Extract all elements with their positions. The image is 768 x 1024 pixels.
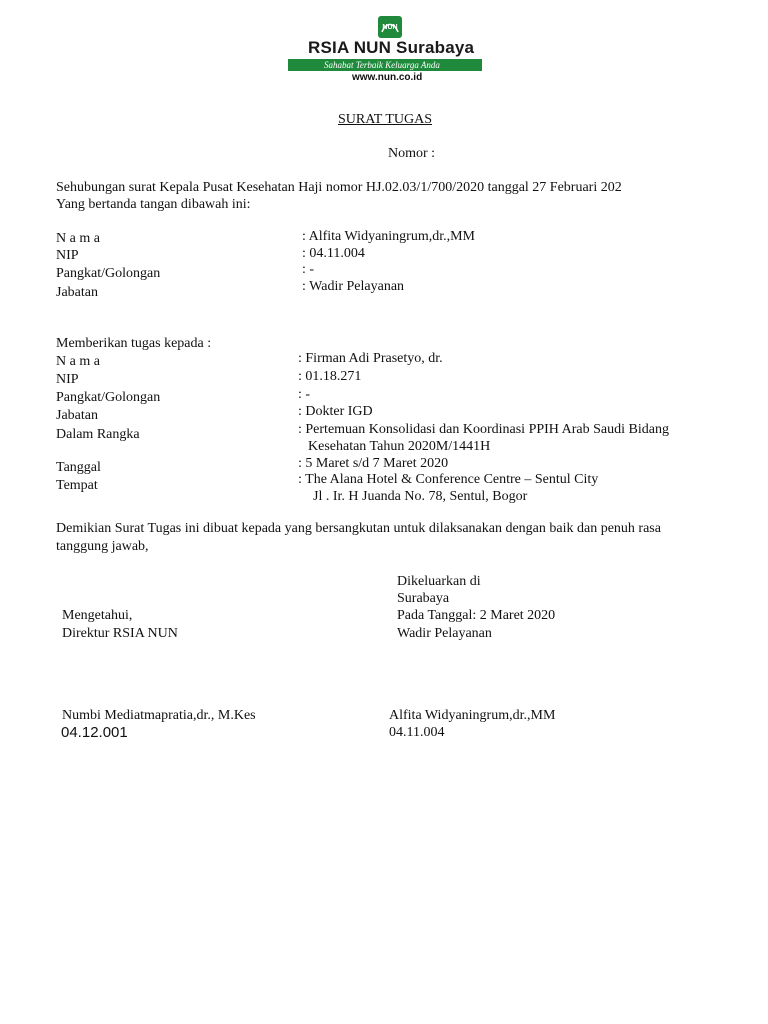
assignee-nip-value: : 01.18.271	[298, 369, 362, 384]
acknowledge-line-2: Direktur RSIA NUN	[62, 626, 178, 641]
assignee-rangka-value-1: : Pertemuan Konsolidasi dan Koordinasi PPIH Arab Saudi Bidang	[298, 422, 669, 437]
nun-logo-icon	[378, 16, 402, 38]
signer-nip-label: NIP	[56, 248, 79, 263]
signer-jabatan-value: : Wadir Pelayanan	[302, 279, 405, 294]
assignee-nama-label: N a m a	[56, 354, 100, 369]
intro-line-2: Yang bertanda tangan dibawah ini:	[56, 197, 251, 212]
closing-line-2: tanggung jawab,	[56, 539, 149, 554]
assignee-tempat-value-2: Jl . Ir. H Juanda No. 78, Sentul, Bogor	[313, 489, 528, 504]
signer-pangkat-value: : -	[302, 262, 315, 277]
acknowledge-line-1: Mengetahui,	[62, 608, 133, 623]
assignee-rangka-label: Dalam Rangka	[56, 427, 140, 442]
org-name: RSIA NUN Surabaya	[308, 38, 475, 57]
assignee-tanggal-value: : 5 Maret s/d 7 Maret 2020	[298, 456, 449, 471]
signer-nama-label: N a m a	[56, 231, 100, 246]
hospital-logo	[288, 14, 482, 88]
issued-position: Wadir Pelayanan	[397, 626, 492, 641]
left-signatory-nip: 04.12.001	[61, 724, 128, 741]
assignee-jabatan-label: Jabatan	[56, 408, 98, 423]
assignee-rangka-value-2: Kesehatan Tahun 2020M/1441H	[308, 439, 491, 454]
issued-date: Pada Tanggal: 2 Maret 2020	[397, 608, 556, 623]
signer-jabatan-label: Jabatan	[56, 285, 98, 300]
org-website: www.nun.co.id	[352, 72, 423, 83]
left-signatory-name: Numbi Mediatmapratia,dr., M.Kes	[62, 708, 256, 723]
assignee-pangkat-label: Pangkat/Golongan	[56, 390, 161, 405]
signer-pangkat-label: Pangkat/Golongan	[56, 266, 161, 281]
assignee-jabatan-value: : Dokter IGD	[298, 404, 373, 419]
assignee-tempat-label: Tempat	[56, 478, 98, 493]
assignee-tanggal-label: Tanggal	[56, 460, 101, 475]
issued-line-2: Surabaya	[397, 591, 450, 606]
assignee-nip-label: NIP	[56, 372, 79, 387]
right-signatory-nip: 04.11.004	[389, 725, 445, 740]
logo-badge-text: NUN	[382, 24, 398, 31]
signer-nip-value: : 04.11.004	[302, 246, 365, 261]
signer-nama-value: : Alfita Widyaningrum,dr.,MM	[302, 229, 476, 244]
assignee-nama-value: : Firman Adi Prasetyo, dr.	[298, 351, 443, 366]
intro-line-1: Sehubungan surat Kepala Pusat Kesehatan Haji nomor HJ.02.03/1/700/2020 tanggal 27 Februari 202	[56, 180, 622, 195]
assignee-pangkat-value: : -	[298, 387, 311, 402]
document-title: SURAT TUGAS	[338, 112, 433, 127]
right-signatory-name: Alfita Widyaningrum,dr.,MM	[389, 708, 556, 723]
issued-line-1: Dikeluarkan di	[397, 574, 481, 589]
assignee-tempat-value-1: : The Alana Hotel & Conference Centre – Sentul City	[298, 472, 599, 487]
org-tagline: Sahabat Terbaik Keluarga Anda	[324, 60, 440, 70]
nomor-label: Nomor :	[388, 146, 436, 161]
assignee-heading: Memberikan tugas kepada :	[56, 336, 212, 351]
closing-line-1: Demikian Surat Tugas ini dibuat kepada yang bersangkutan untuk dilaksanakan dengan baik dan penuh rasa	[56, 521, 661, 536]
